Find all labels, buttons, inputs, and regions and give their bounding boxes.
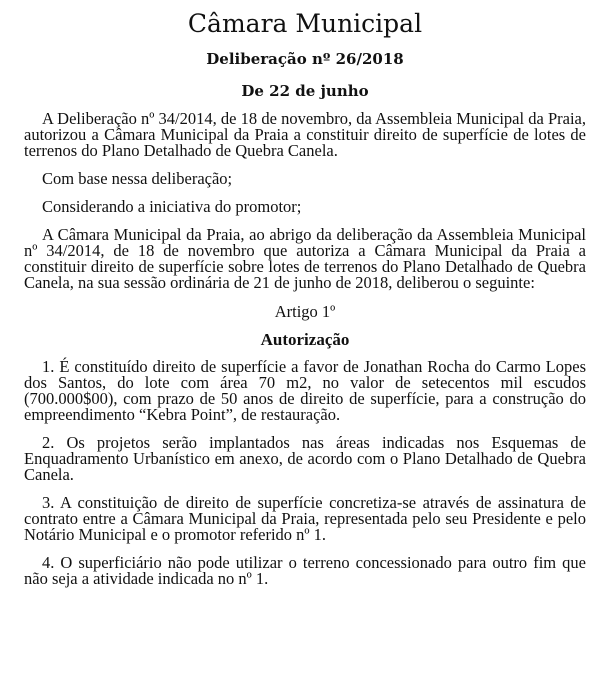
deliberation-date: De 22 de junho bbox=[241, 82, 369, 100]
preamble-paragraph: A Deliberação nº 34/2014, de 18 de novembro, da Assembleia Municipal da Praia, autorizou a Câmara Municipal da Praia a constituir direito de superfície de lotes de terrenos do Plano Detalhado de Quebra Canela. bbox=[24, 109, 586, 160]
article-number: Artigo 1º bbox=[274, 302, 336, 321]
page-title: Câmara Municipal bbox=[187, 9, 423, 38]
preamble-paragraph: Com base nessa deliberação; bbox=[42, 169, 233, 188]
article-title: Autorização bbox=[260, 330, 350, 349]
preamble-paragraph: A Câmara Municipal da Praia, ao abrigo da deliberação da Assembleia Municipal nº 34/2014, de 18 de novembro que autoriza a Câmara Municipal da Praia a constituir direito de superfície sobre lotes de terrenos do Plano Detalhado de Quebra Canela, na sua sessão ordinária de 21 de junho de 2018, deliberou o seguinte: bbox=[24, 225, 586, 292]
preamble-paragraph: Considerando a iniciativa do promotor; bbox=[42, 197, 302, 216]
article-item: 1. É constituído direito de superfície a favor de Jonathan Rocha do Carmo Lopes dos Santos, do lote com área 70 m2, no valor de setecentos mil escudos (700.000$00), com prazo de 50 anos de direito de superfície, para a construção do empreendimento “Kebra Point”, de restauração. bbox=[24, 357, 586, 424]
article-item: 2. Os projetos serão implantados nas áreas indicadas nos Esquemas de Enquadramento Urbanístico em anexo, de acordo com o Plano Detalhado de Quebra Canela. bbox=[24, 433, 586, 484]
article-item: 4. O superficiário não pode utilizar o terreno concessionado para outro fim que não seja a atividade indicada no nº 1. bbox=[24, 553, 586, 588]
article-item: 3. A constituição de direito de superfície concretiza-se através de assinatura de contrato entre a Câmara Municipal da Praia, representada pelo seu Presidente e pelo Notário Municipal e o promotor referido nº 1. bbox=[24, 493, 586, 544]
deliberation-number: Deliberação nº 26/2018 bbox=[206, 50, 404, 68]
